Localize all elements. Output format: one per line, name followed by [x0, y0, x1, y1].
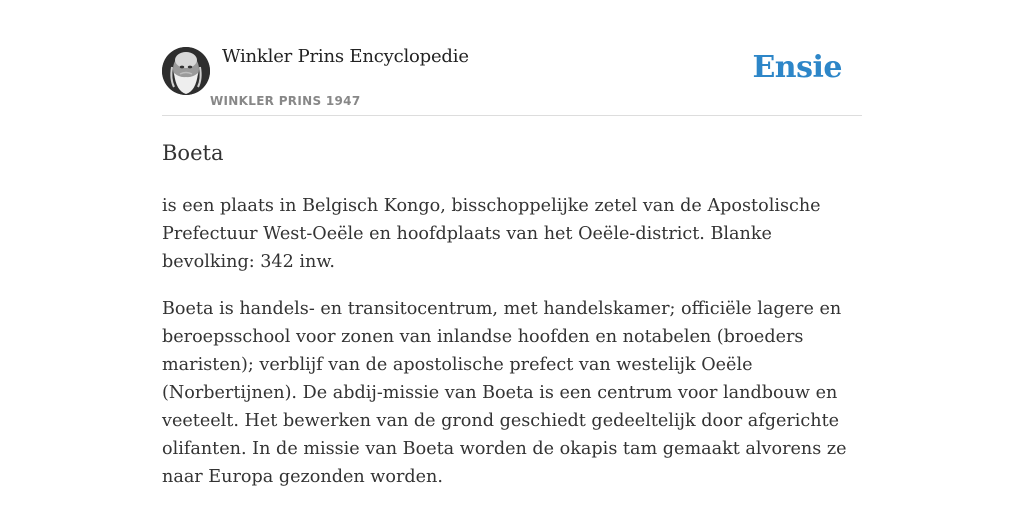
avatar[interactable] — [162, 47, 210, 95]
paragraph: is een plaats in Belgisch Kongo, bisschoppelijke zetel van de Apostolische Prefectuur West-Oeële en hoofdplaats van het Oeële-district. Blanke bevolking: 342 inw. — [162, 196, 821, 272]
bearded-man-portrait-icon — [162, 47, 210, 95]
article-title: Boeta — [162, 141, 224, 165]
article-body — [162, 192, 862, 510]
source-title[interactable]: Winkler Prins Encyclopedie — [222, 46, 469, 67]
header — [162, 0, 862, 116]
edition-label[interactable]: WINKLER PRINS 1947 — [210, 94, 361, 108]
paragraph: Boeta is handels- en transitocentrum, met handelskamer; officiële lagere en beroepsschool voor zonen van inlandse hoofden en notabelen (broeders maristen); verblijf van de apostolische prefect van westelijk Oeële (Norbertijnen). De abdij-missie van Boeta is een centrum voor landbouw en veeteelt. Het bewerken van de grond geschiedt gedeeltelijk door afgerichte olifanten. In de missie van Boeta worden de okapis tam gemaakt alvorens ze naar Europa gezonden worden. — [162, 299, 847, 487]
page — [162, 0, 862, 512]
brand-logo[interactable]: Ensie — [752, 50, 842, 85]
